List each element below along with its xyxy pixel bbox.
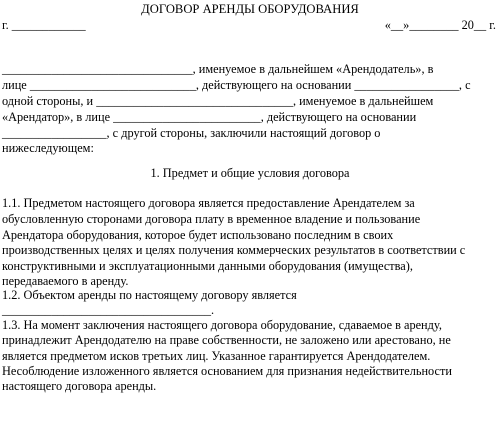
- clause-line: 1.2. Объектом аренды по настоящему договору является: [2, 288, 297, 302]
- clause-line: __________________________________.: [2, 303, 215, 317]
- clause-line: передаваемого в аренду.: [2, 274, 129, 288]
- clause-line: принадлежит Арендодателю на праве собственности, не заложено или арестовано, не: [2, 333, 451, 347]
- clause-line: производственных целях и целях получения коммерческих результатов в соответствии с: [2, 243, 466, 257]
- clause-line: Арендатора оборудования, которое будет использовано последним в своих: [2, 228, 394, 242]
- city-line: г. ____________: [2, 18, 86, 32]
- preamble-line: _________________, с другой стороны, заключили настоящий договор о: [2, 126, 381, 140]
- preamble-line: «Арендатор», в лице ________________________, действующего на основании: [2, 110, 417, 124]
- clause-line: настоящего договора аренды.: [2, 379, 157, 393]
- clause-line: 1.1. Предметом настоящего договора является предоставление Арендателем за: [2, 196, 415, 210]
- preamble-line: _______________________________, именуемое в дальнейшем «Арендодатель», в: [2, 62, 434, 76]
- clause-line: 1.3. На момент заключения настоящего договора оборудование, сдаваемое в аренду,: [2, 318, 442, 332]
- document-title: ДОГОВОР АРЕНДЫ ОБОРУДОВАНИЯ: [141, 2, 359, 16]
- clause-line: обусловленную сторонами договора плату в временное владение и пользование: [2, 212, 421, 226]
- clause-line: конструктивными и эксплуатационными данными оборудования (имущества),: [2, 259, 413, 273]
- date-line: «__»________ 20__ г.: [384, 18, 496, 32]
- preamble-line: нижеследующем:: [2, 141, 94, 155]
- preamble-line: лице ___________________________, действующего на основании _________________, с: [2, 78, 471, 92]
- clause-line: является предметом исков третьих лиц. Указанное гарантируется Арендодателем.: [2, 349, 431, 363]
- clause-line: Несоблюдение изложенного является основанием для признания недействительности: [2, 364, 452, 378]
- section-heading: 1. Предмет и общие условия договора: [150, 166, 350, 180]
- preamble-line: одной стороны, и ________________________________, именуемое в дальнейшем: [2, 94, 434, 108]
